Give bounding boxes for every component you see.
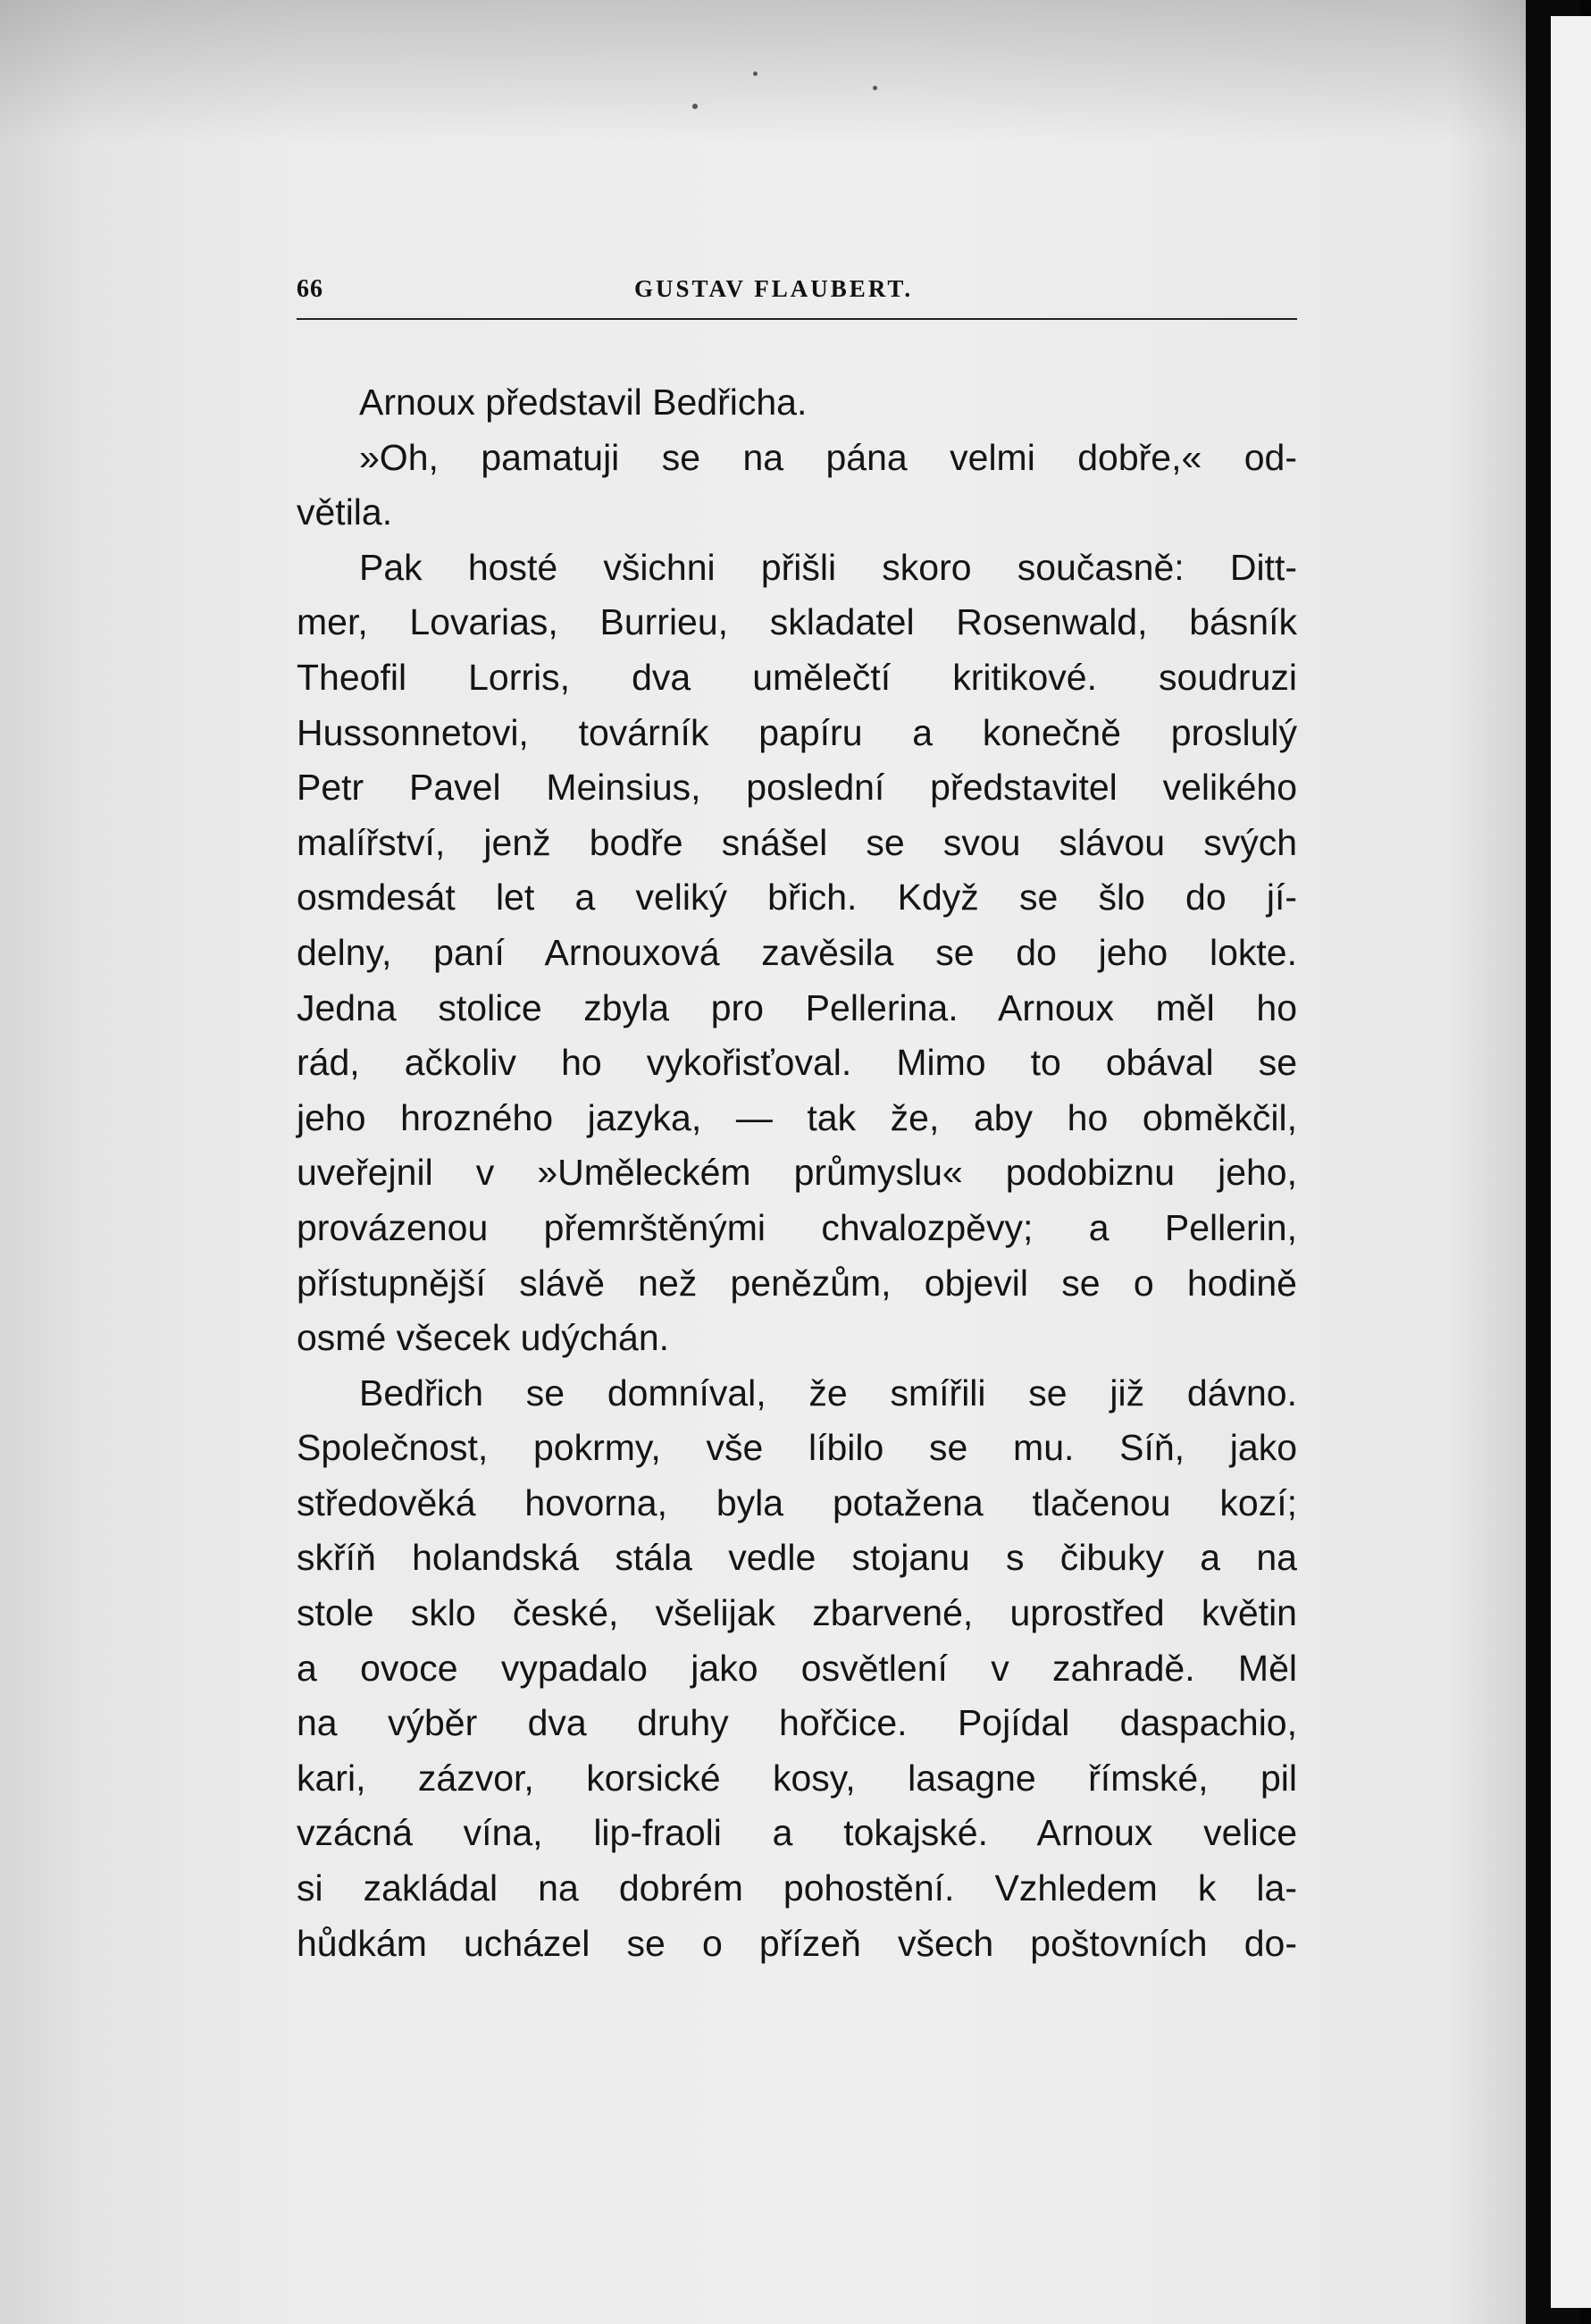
text-line: přístupnější slávě než penězům, objevil se o hodině [297, 1262, 1297, 1304]
text-line: rád, ačkoliv ho vykořisťoval. Mimo to obával se [297, 1042, 1297, 1084]
next-page-edge [1551, 16, 1591, 2308]
text-line: provázenou přemrštěnými chvalozpěvy; a Pellerin, [297, 1206, 1297, 1248]
text-line: středověká hovorna, byla potažena tlačenou kozí; [297, 1481, 1297, 1523]
dust-speck [873, 86, 877, 90]
text-line: jeho hrozného jazyka, — tak že, aby ho obměkčil, [297, 1096, 1297, 1138]
text-line: Společnost, pokrmy, vše líbilo se mu. Síň, jako [297, 1427, 1297, 1469]
text-line: delny, paní Arnouxová zavěsila se do jeho lokte. [297, 931, 1297, 973]
text-line: Arnoux představil Bedřicha. [359, 382, 808, 423]
text-line: Petr Pavel Meinsius, poslední představitel velikého [297, 767, 1297, 809]
text-line: kari, zázvor, korsické kosy, lasagne římské, pil [297, 1757, 1297, 1799]
text-line: skříň holandská stála vedle stojanu s čibuky a na [297, 1537, 1297, 1579]
text-line: a ovoce vypadalo jako osvětlení v zahradě. Měl [297, 1647, 1297, 1689]
text-line: Theofil Lorris, dva umělečtí kritikové. soudruzi [297, 656, 1297, 698]
text-line: si zakládal na dobrém pohostění. Vzhledem k la- [297, 1867, 1297, 1909]
text-line: stole sklo české, všelijak zbarvené, uprostřed květin [297, 1592, 1297, 1634]
text-line: mer, Lovarias, Burrieu, skladatel Rosenwald, básník [297, 601, 1297, 643]
text-line: na výběr dva druhy hořčice. Pojídal daspachio, [297, 1702, 1297, 1744]
page-header [297, 275, 1297, 307]
text-line: hůdkám ucházel se o přízeň všech poštovních do- [297, 1922, 1297, 1964]
header-rule [297, 318, 1297, 320]
text-line: Pak hosté všichni přišli skoro současně: Ditt- [359, 546, 1297, 588]
dust-speck [753, 71, 758, 76]
running-title: GUSTAV FLAUBERT. [634, 275, 914, 302]
text-line: Jedna stolice zbyla pro Pellerina. Arnoux měl ho [297, 986, 1297, 1028]
body-text [297, 375, 1297, 1971]
text-line: »Oh, pamatuji se na pána velmi dobře,« od- [359, 436, 1297, 478]
dust-speck [692, 104, 698, 109]
text-line: uveřejnil v »Uměleckém průmyslu« podobiznu jeho, [297, 1152, 1297, 1194]
text-line: malířství, jenž bodře snášel se svou slávou svých [297, 821, 1297, 863]
text-line: osmdesát let a veliký břich. Když se šlo do jí- [297, 877, 1297, 919]
page-number: 66 [297, 275, 323, 303]
text-line: Bedřich se domníval, že smířili se již dávno. [359, 1372, 1297, 1414]
text-line: větila. [297, 491, 393, 533]
text-line: vzácná vína, lip-fraoli a tokajské. Arnoux velice [297, 1812, 1297, 1854]
text-line: Hussonnetovi, továrník papíru a konečně proslulý [297, 711, 1297, 753]
page-shadow [0, 0, 1526, 143]
text-line: osmé všecek udýchán. [297, 1317, 670, 1359]
